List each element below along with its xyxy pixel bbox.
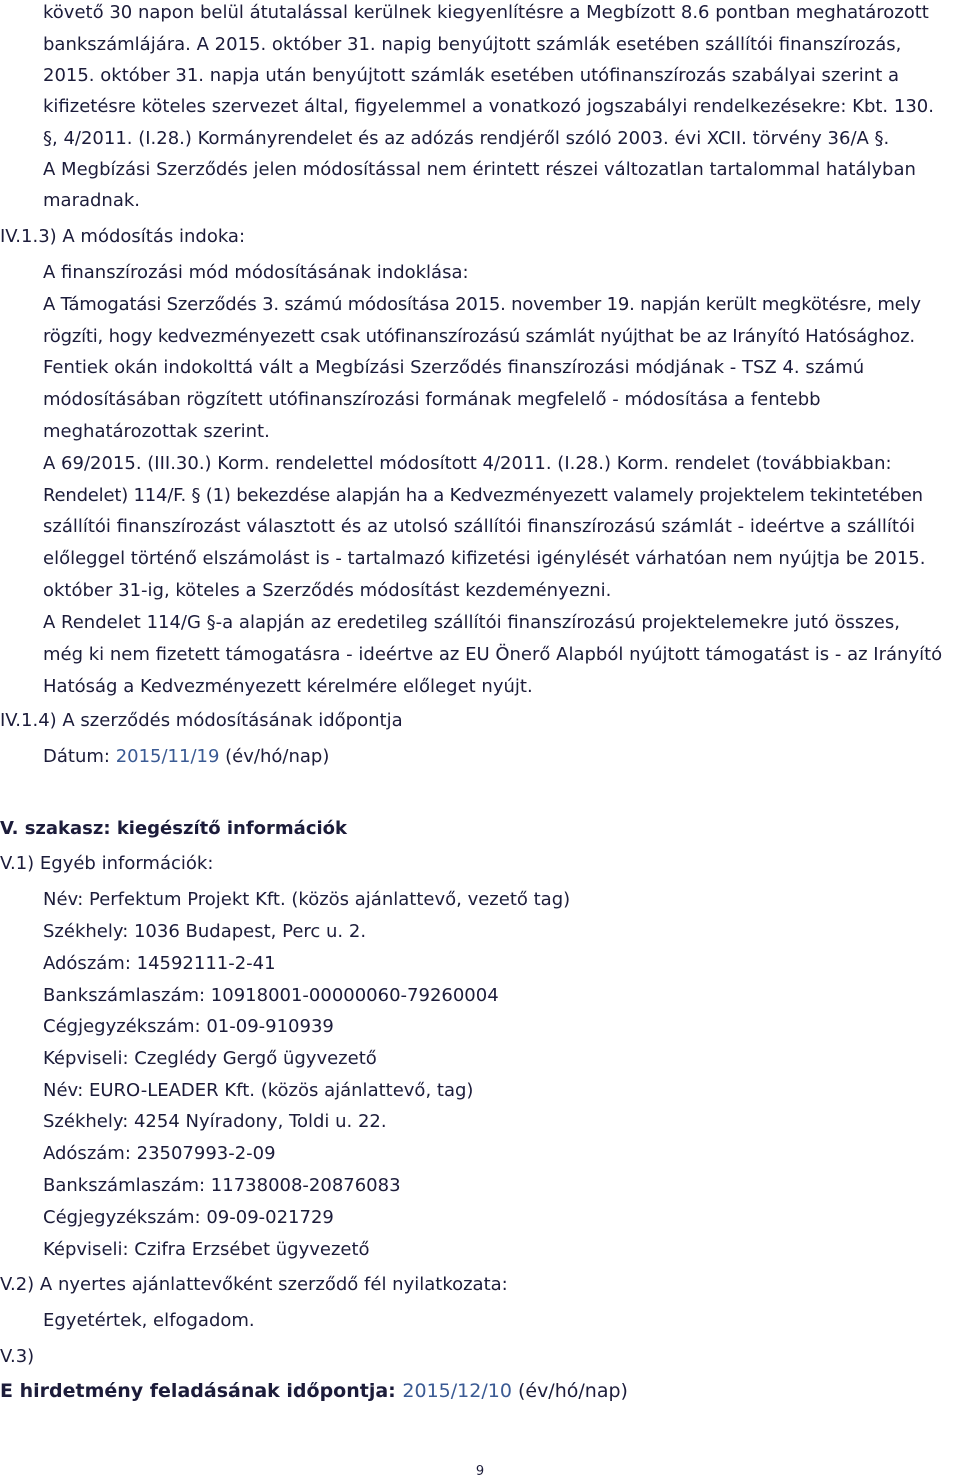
body-text-line: szállítói finanszírozást választott és az utolsó szállítói finanszírozású számlát - ideértve a szállítói (43, 516, 915, 537)
body-text-line: követő 30 napon belül átutalással kerülnek kiegyenlítésre a Megbízott 8.6 pontban meghatározott (43, 2, 929, 23)
info-line: Cégjegyzékszám: 09-09-021729 (43, 1207, 334, 1228)
body-text-line: §, 4/2011. (I.28.) Kormányrendelet és az adózás rendjéről szóló 2003. évi XCII. törvény 36/A §. (43, 128, 890, 149)
publish-suffix: (év/hó/nap) (511, 1380, 628, 1402)
body-text-line: A Megbízási Szerződés jelen módosítással nem érintett részei változatlan tartalommal hatályban (43, 159, 916, 180)
info-line: Adószám: 23507993-2-09 (43, 1143, 276, 1164)
body-text-line: A Támogatási Szerződés 3. számú módosítása 2015. november 19. napján került megkötésre, mely (43, 294, 921, 315)
info-line: Képviseli: Czifra Erzsébet ügyvezető (43, 1239, 370, 1260)
info-line: Név: Perfektum Projekt Kft. (közös ajánlattevő, vezető tag) (43, 889, 571, 910)
body-text-line: október 31-ig, köteles a Szerződés módosítást kezdeményezni. (43, 580, 612, 601)
body-text-line: bankszámlájára. A 2015. október 31. napig benyújtott számlák esetében szállítói finanszírozás, (43, 34, 902, 55)
body-text-line: még ki nem fizetett támogatásra - ideértve az EU Önerő Alapból nyújtott támogatást is - az Irányító (43, 644, 943, 665)
date-line (43, 746, 329, 768)
body-text-line: Hatóság a Kedvezményezett kérelmére előleget nyújt. (43, 676, 533, 697)
info-line: Képviseli: Czeglédy Gergő ügyvezető (43, 1048, 377, 1069)
info-line: Cégjegyzékszám: 01-09-910939 (43, 1016, 334, 1037)
body-text-line: előleggel történő elszámolást is - tartalmazó kifizetési igénylését várhatóan nem nyújtja be 2015. (43, 548, 926, 569)
date-label: Dátum: (43, 746, 116, 767)
body-text-line: meghatározottak szerint. (43, 421, 270, 442)
section-heading-iv13: IV.1.3) A módosítás indoka: (0, 226, 246, 247)
date-value: 2015/11/19 (115, 746, 220, 767)
publish-label: E hirdetmény feladásának időpontja: (0, 1380, 403, 1402)
section-heading-v: V. szakasz: kiegészítő információk (0, 818, 348, 839)
info-line: Székhely: 4254 Nyíradony, Toldi u. 22. (43, 1111, 387, 1132)
body-text-line: A Rendelet 114/G §-a alapján az eredetileg szállítói finanszírozású projektelemekre jutó összes, (43, 612, 900, 633)
page-number: 9 (475, 1464, 485, 1479)
body-text-line: rögzíti, hogy kedvezményezett csak utófinanszírozású számlát nyújthat be az Irányító Hatósághoz. (43, 326, 915, 347)
publish-date: 2015/12/10 (402, 1380, 512, 1402)
section-heading-v3: V.3) (0, 1346, 35, 1367)
info-line: Név: EURO-LEADER Kft. (közös ajánlattevő, tag) (43, 1080, 474, 1101)
body-text-line: maradnak. (43, 190, 141, 211)
body-text-line: Fentiek okán indokolttá vált a Megbízási Szerződés finanszírozási módjának - TSZ 4. számú (43, 357, 865, 378)
body-text-line: A 69/2015. (III.30.) Korm. rendelettel módosított 4/2011. (I.28.) Korm. rendelet (továbbiakban: (43, 453, 892, 474)
section-heading-v1: V.1) Egyéb információk: (0, 853, 214, 874)
info-line: Bankszámlaszám: 11738008-20876083 (43, 1175, 401, 1196)
section-heading-iv14: IV.1.4) A szerződés módosításának időpontja (0, 710, 403, 731)
date-suffix: (év/hó/nap) (219, 746, 330, 767)
info-line: Bankszámlaszám: 10918001-00000060-79260004 (43, 985, 499, 1006)
publish-date-line (0, 1380, 628, 1402)
section-heading-v2: V.2) A nyertes ajánlattevőként szerződő fél nyilatkozata: (0, 1274, 508, 1295)
subheading: A finanszírozási mód módosításának indoklása: (43, 262, 469, 283)
body-text-line: Rendelet) 114/F. § (1) bekezdése alapján ha a Kedvezményezett valamely projektelem tekintetében (43, 485, 923, 506)
body-text-line: módosításában rögzített utófinanszírozási formának megfelelő - módosítása a fentebb (43, 389, 821, 410)
info-line: Székhely: 1036 Budapest, Perc u. 2. (43, 921, 367, 942)
statement-text: Egyetértek, elfogadom. (43, 1310, 255, 1331)
info-line: Adószám: 14592111-2-41 (43, 953, 276, 974)
body-text-line: 2015. október 31. napja után benyújtott számlák esetében utófinanszírozás szabályai szerint a (43, 65, 900, 86)
body-text-line: kifizetésre köteles szervezet által, figyelemmel a vonatkozó jogszabályi rendelkezésekre: Kbt. 130. (43, 96, 934, 117)
